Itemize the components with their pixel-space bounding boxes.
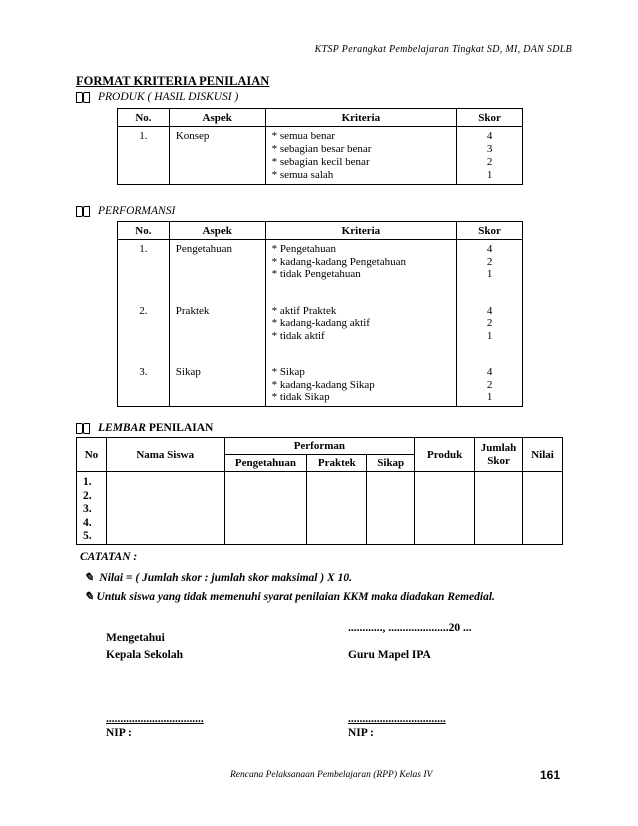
kriteria-line: * tidak Sikap [271, 391, 330, 403]
header-pengetahuan: Pengetahuan [224, 455, 307, 472]
kriteria-line: * tidak aktif [271, 329, 325, 342]
table-row [118, 240, 523, 407]
performansi-table [117, 221, 523, 407]
produk-table [117, 108, 523, 185]
header-nilai: Nilai [523, 438, 563, 472]
skor-value: 4 [486, 304, 493, 317]
nilai-cell [523, 472, 563, 545]
pencil-icon: ✎ [84, 591, 94, 603]
book-icon [76, 206, 90, 217]
skor-value: 3 [486, 143, 493, 155]
student-number: 5. [83, 530, 92, 542]
section-performansi-heading [76, 205, 175, 217]
row-aspek: Pengetahuan [175, 243, 232, 255]
skor-value: 1 [486, 268, 493, 280]
pencil-icon: ✎ [84, 572, 94, 584]
page-footer: Rencana Pelaksanaan Pembelajaran (RPP) Kelas IV [230, 770, 433, 780]
date-line: ............, .....................20 ... [348, 622, 472, 634]
book-icon [76, 423, 90, 434]
kriteria-line: * sebagian besar benar [271, 143, 372, 155]
right-nip: NIP : [348, 727, 374, 739]
left-signature-line: .................................. [106, 713, 204, 725]
jumlah-skor-cell [475, 472, 523, 545]
student-number: 1. [83, 476, 92, 488]
sikap-cell [367, 472, 415, 545]
header-jumlah-skor [475, 438, 523, 472]
produk-cell [415, 472, 475, 545]
performansi-header-row [118, 222, 523, 240]
row-aspek: Sikap [175, 366, 201, 378]
right-signature-line: .................................. [348, 713, 446, 725]
kriteria-line: * kadang-kadang aktif [271, 317, 370, 329]
running-header: KTSP Perangkat Pembelajaran Tingkat SD, MI, DAN SDLB [314, 44, 572, 55]
student-number: 3. [83, 503, 92, 515]
student-number: 2. [83, 489, 92, 502]
section-produk-heading [76, 91, 238, 103]
row-aspek: Praktek [175, 304, 210, 317]
skor-value: 4 [486, 243, 493, 255]
row-no: 2. [139, 304, 148, 317]
lembar-heading-italic: LEMBAR [98, 422, 146, 434]
header-sikap: Sikap [367, 455, 415, 472]
left-nip: NIP : [106, 727, 132, 739]
skor-value: 1 [486, 391, 493, 403]
catatan-label: CATATAN : [80, 551, 138, 563]
jumlah-label: Jumlah [480, 442, 517, 454]
header-no: No. [118, 109, 170, 127]
header-nama-siswa: Nama Siswa [106, 438, 224, 472]
header-kriteria: Kriteria [265, 109, 457, 127]
row-aspek: Konsep [175, 130, 210, 142]
kriteria-line: * semua salah [271, 169, 334, 181]
header-kriteria: Kriteria [265, 222, 457, 240]
catatan-item-text: Untuk siswa yang tidak memenuhi syarat penilaian KKM maka diadakan Remedial. [96, 591, 495, 603]
catatan-item [84, 570, 352, 584]
nama-siswa-cell [106, 472, 224, 545]
mengetahui-label: Mengetahui [106, 632, 165, 644]
skor-value: 4 [486, 366, 493, 378]
praktek-cell [307, 472, 367, 545]
skor-value: 2 [486, 317, 493, 329]
guru-mapel-label: Guru Mapel IPA [348, 649, 431, 661]
header-no: No [77, 438, 107, 472]
row-no: 1. [139, 243, 148, 255]
header-performan: Performan [224, 438, 415, 455]
produk-header-row [118, 109, 523, 127]
lembar-penilaian-table [76, 437, 563, 545]
skor-value: 1 [486, 169, 493, 181]
kriteria-line: * Pengetahuan [271, 243, 337, 255]
header-aspek: Aspek [169, 222, 265, 240]
kepala-sekolah-label: Kepala Sekolah [106, 649, 184, 661]
student-numbers [77, 472, 107, 545]
row-no: 3. [139, 366, 148, 378]
header-skor: Skor [457, 109, 523, 127]
header-skor: Skor [457, 222, 523, 240]
pengetahuan-cell [224, 472, 307, 545]
skor-value: 2 [486, 255, 493, 268]
kriteria-line: * tidak Pengetahuan [271, 268, 361, 280]
section-lembar-heading [76, 422, 213, 434]
kriteria-line: * kadang-kadang Sikap [271, 378, 375, 391]
produk-heading-text: PRODUK ( HASIL DISKUSI ) [98, 91, 239, 103]
skor-label: Skor [487, 454, 510, 467]
row-no: 1. [139, 130, 148, 142]
skor-value: 4 [486, 130, 493, 142]
student-number: 4. [83, 516, 92, 529]
skor-value: 2 [486, 378, 493, 391]
kriteria-line: * Sikap [271, 366, 305, 378]
skor-value: 1 [486, 329, 493, 342]
table-row [118, 127, 523, 185]
header-produk: Produk [415, 438, 475, 472]
catatan-item [84, 589, 495, 603]
book-icon [76, 92, 90, 103]
header-praktek: Praktek [307, 455, 367, 472]
kriteria-line: * aktif Praktek [271, 304, 337, 317]
lembar-heading-rest: PENILAIAN [148, 422, 214, 434]
header-aspek: Aspek [169, 109, 265, 127]
kriteria-line: * sebagian kecil benar [271, 156, 370, 168]
table-row [77, 472, 563, 545]
page-number: 161 [540, 768, 561, 782]
kriteria-line: * kadang-kadang Pengetahuan [271, 255, 406, 268]
catatan-item-text: Nilai = ( Jumlah skor : jumlah skor maksimal ) X 10. [99, 572, 352, 584]
kriteria-line: * semua benar [271, 130, 336, 142]
page-title: FORMAT KRITERIA PENILAIAN [76, 74, 270, 88]
header-no: No. [118, 222, 170, 240]
skor-value: 2 [486, 156, 493, 168]
performansi-heading-text: PERFORMANSI [98, 205, 176, 217]
lembar-header-row [77, 438, 563, 455]
